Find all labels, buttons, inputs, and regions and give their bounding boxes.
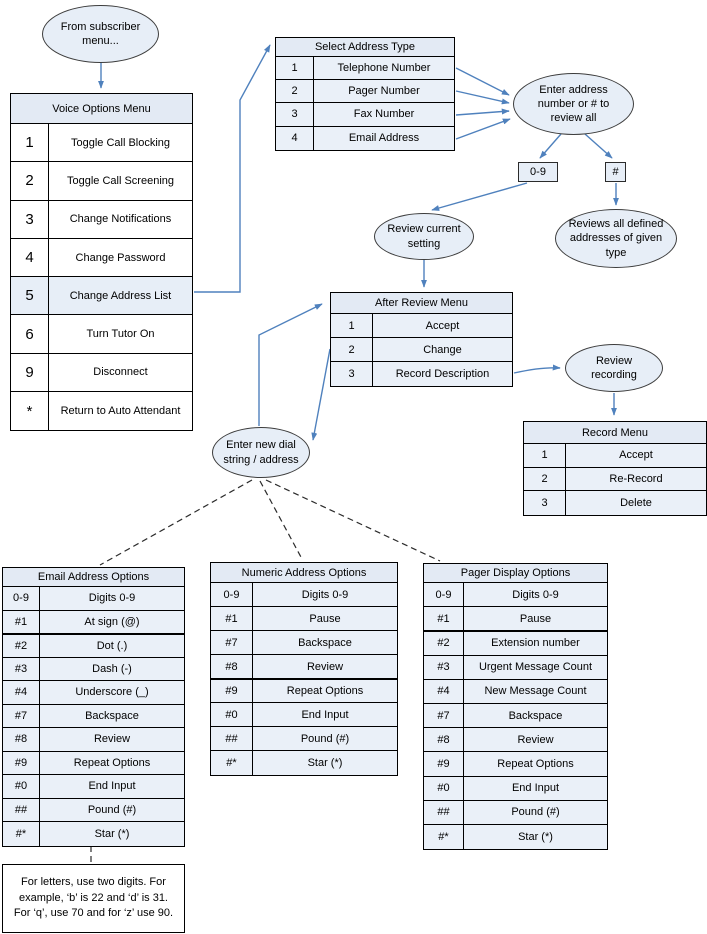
table-row (424, 777, 607, 801)
table-row (3, 775, 184, 799)
key-label: 0-9 (530, 166, 546, 178)
table-title: Voice Options Menu (11, 94, 192, 124)
table-row (211, 751, 397, 775)
row-label: Digits 0-9 (253, 583, 397, 606)
review-current-node (374, 213, 474, 260)
row-key: #* (3, 822, 40, 846)
row-label: Turn Tutor On (86, 328, 155, 341)
enter-address-node (513, 73, 634, 135)
select-address-type-table (275, 37, 455, 151)
row-key: #8 (424, 728, 464, 751)
table-row (276, 103, 454, 126)
row-label: Review (253, 655, 397, 678)
table-row (3, 728, 184, 752)
table-title: After Review Menu (331, 293, 512, 314)
table-row (3, 587, 184, 611)
reviews-all-node (555, 209, 677, 268)
row-label: Change (373, 338, 512, 361)
row-label: Star (*) (253, 751, 397, 775)
row-label: Pound (#) (464, 801, 607, 824)
table-row (331, 362, 512, 386)
row-label: Backspace (40, 705, 184, 728)
row-key: #0 (424, 777, 464, 800)
table-row (11, 124, 192, 162)
row-key: 1 (11, 124, 49, 161)
row-label: Toggle Call Blocking (70, 136, 171, 149)
row-label: Review (464, 728, 607, 751)
row-label: Digits 0-9 (40, 587, 184, 610)
node-label: From subscriber menu... (60, 20, 141, 47)
row-key: #4 (3, 681, 40, 704)
row-label: End Input (40, 775, 184, 798)
row-key: 2 (11, 162, 49, 199)
row-label: Change Password (75, 251, 166, 264)
row-label: Email Address (314, 127, 454, 150)
dashed-link-pager-options (266, 480, 440, 561)
table-title: Pager Display Options (424, 564, 607, 583)
table-row (276, 57, 454, 80)
row-key: 6 (11, 315, 49, 352)
table-row (3, 822, 184, 846)
row-label: Record Description (373, 362, 512, 386)
dashed-link-email-options (100, 480, 252, 565)
table-row (11, 239, 192, 277)
table-row (424, 583, 607, 607)
letters-note-box (2, 864, 185, 933)
table-body (3, 587, 184, 846)
table-row (424, 704, 607, 728)
table-row (211, 607, 397, 631)
row-label: Pause (464, 607, 607, 630)
table-row (424, 752, 607, 776)
row-key: #3 (3, 658, 40, 681)
table-row (11, 277, 192, 315)
row-label: Accept (566, 444, 706, 467)
row-label: Repeat Options (40, 752, 184, 775)
row-key: #2 (424, 632, 464, 654)
row-key: 3 (276, 103, 314, 125)
row-key: #4 (424, 680, 464, 703)
row-label: Star (*) (464, 825, 607, 849)
note-text: For letters, use two digits. For example, ‘b’ is 22 and ‘d’ is 31. For ‘q’, use 70 and for ‘z’ use 90. (13, 875, 174, 920)
table-row (211, 583, 397, 607)
table-row (424, 728, 607, 752)
table-row (3, 752, 184, 776)
table-row (524, 468, 706, 492)
table-title: Record Menu (524, 422, 706, 444)
table-row (331, 314, 512, 338)
connector-enter-new-dial-to-after-review (259, 304, 322, 426)
table-row (3, 611, 184, 635)
row-label: Toggle Call Screening (66, 174, 174, 187)
table-row (424, 607, 607, 631)
row-label: Return to Auto Attendant (60, 405, 181, 418)
row-key: #1 (3, 611, 40, 634)
row-key: #9 (424, 752, 464, 775)
row-label: At sign (@) (40, 611, 184, 634)
pager-display-options-table (423, 563, 608, 850)
table-row (276, 127, 454, 150)
row-label: Digits 0-9 (464, 583, 607, 606)
row-label: Delete (566, 491, 706, 515)
row-label: Extension number (464, 632, 607, 654)
row-label: Urgent Message Count (464, 656, 607, 679)
row-key: 2 (276, 80, 314, 102)
row-key: 2 (524, 468, 566, 491)
row-key: #7 (3, 705, 40, 728)
row-label: Telephone Number (314, 57, 454, 79)
connector-enter-address-to-hash (585, 134, 612, 158)
row-key: #1 (424, 607, 464, 630)
table-body (11, 124, 192, 430)
row-label: Pager Number (314, 80, 454, 102)
row-key: #7 (211, 631, 253, 654)
row-key: #8 (3, 728, 40, 751)
table-title: Select Address Type (276, 38, 454, 57)
table-title: Email Address Options (3, 568, 184, 587)
table-row (11, 162, 192, 200)
node-label: Enter address number or # to review all (537, 83, 610, 125)
connector-pager-to-enter-address (456, 91, 509, 103)
row-key: #0 (3, 775, 40, 798)
row-label: Repeat Options (253, 680, 397, 702)
row-key: #3 (424, 656, 464, 679)
table-row (11, 392, 192, 430)
row-key: 0-9 (3, 587, 40, 610)
row-label: Star (*) (40, 822, 184, 846)
row-label: Pound (#) (253, 727, 397, 750)
table-row (211, 655, 397, 679)
table-row (11, 315, 192, 353)
table-row (211, 679, 397, 703)
row-key: #9 (3, 752, 40, 775)
email-address-options-table (2, 567, 185, 847)
table-row (424, 656, 607, 680)
key-label: # (612, 166, 619, 178)
row-key: 2 (331, 338, 373, 361)
row-label: Backspace (253, 631, 397, 654)
connector-change-to-enter-new-dial (313, 349, 330, 440)
row-label: End Input (253, 703, 397, 726)
table-body (424, 583, 607, 849)
row-key: 3 (11, 201, 49, 238)
row-label: Fax Number (314, 103, 454, 125)
table-row (331, 338, 512, 362)
table-row (211, 727, 397, 751)
row-label: Underscore (_) (40, 681, 184, 704)
record-menu-table (523, 421, 707, 516)
table-row (11, 201, 192, 239)
row-label: New Message Count (464, 680, 607, 703)
row-label: Backspace (464, 704, 607, 727)
table-row (524, 491, 706, 515)
table-row (424, 825, 607, 849)
row-key: 4 (11, 239, 49, 276)
row-key: 1 (331, 314, 373, 337)
row-key: 4 (276, 127, 314, 150)
row-key: #* (211, 751, 253, 775)
table-row (276, 80, 454, 103)
row-key: 5 (11, 277, 49, 314)
connector-change-address-to-select-type (194, 45, 270, 292)
key-0-9-box (518, 162, 558, 182)
table-row (3, 705, 184, 729)
row-label: Dot (.) (40, 635, 184, 657)
row-label: End Input (464, 777, 607, 800)
row-key: #1 (211, 607, 253, 630)
row-key: #0 (211, 703, 253, 726)
voice-options-menu-table (10, 93, 193, 431)
row-key: #* (424, 825, 464, 849)
node-label: Enter new dial string / address (223, 439, 299, 466)
row-label: Dash (-) (40, 658, 184, 681)
row-key: ## (211, 727, 253, 750)
node-label: Review recording (591, 354, 637, 381)
row-key: #9 (211, 680, 253, 702)
table-row (211, 703, 397, 727)
row-key: 9 (11, 354, 49, 391)
enter-new-dial-node (212, 427, 310, 478)
row-key: 3 (524, 491, 566, 515)
row-label: Review (40, 728, 184, 751)
node-label: Reviews all defined addresses of given type (568, 218, 664, 259)
row-label: Accept (373, 314, 512, 337)
table-body (331, 314, 512, 386)
row-label: Change Address List (49, 277, 192, 314)
table-body (211, 583, 397, 775)
row-label: Repeat Options (464, 752, 607, 775)
after-review-menu-table (330, 292, 513, 387)
row-label: Pause (253, 607, 397, 630)
connector-telephone-to-enter-address (456, 68, 509, 95)
table-row (424, 801, 607, 825)
table-row (424, 680, 607, 704)
connector-record-description-to-review-recording (514, 368, 560, 373)
row-key: #2 (3, 635, 40, 657)
row-key: 0-9 (424, 583, 464, 606)
row-label: Pound (#) (40, 799, 184, 822)
table-row (211, 631, 397, 655)
start-node (42, 5, 159, 63)
row-key: 3 (331, 362, 373, 386)
table-row (524, 444, 706, 468)
connector-0-9-to-review-current (432, 183, 527, 210)
row-key: 1 (276, 57, 314, 79)
table-row (3, 658, 184, 682)
table-title: Numeric Address Options (211, 563, 397, 583)
key-hash-box (605, 162, 626, 182)
row-key: * (11, 392, 49, 430)
numeric-address-options-table (210, 562, 398, 776)
row-key: 1 (524, 444, 566, 467)
table-row (3, 634, 184, 658)
table-body (524, 444, 706, 515)
table-row (424, 631, 607, 655)
connector-enter-address-to-0-9 (540, 134, 561, 158)
node-label: Review current setting (387, 223, 461, 250)
dashed-link-numeric-options (260, 481, 302, 559)
table-body (276, 57, 454, 150)
table-row (3, 681, 184, 705)
row-label: Change Notifications (69, 213, 172, 226)
table-row (3, 799, 184, 823)
review-recording-node (565, 344, 663, 392)
row-label: Re-Record (566, 468, 706, 491)
row-key: 0-9 (211, 583, 253, 606)
row-key: ## (424, 801, 464, 824)
connector-fax-to-enter-address (456, 111, 509, 115)
row-key: #8 (211, 655, 253, 678)
connector-email-to-enter-address (456, 119, 510, 139)
row-key: #7 (424, 704, 464, 727)
row-label: Disconnect (93, 366, 148, 379)
row-key: ## (3, 799, 40, 822)
table-row (11, 354, 192, 392)
